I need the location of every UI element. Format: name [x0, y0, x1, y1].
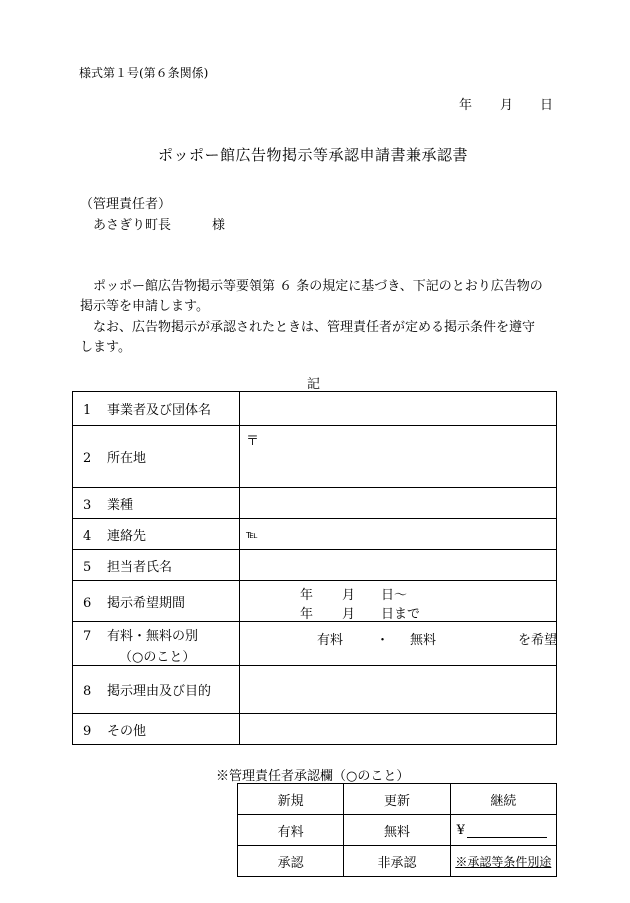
period-start-month: 月: [342, 588, 356, 603]
table-row: [73, 550, 557, 581]
page-title: ポッポー館広告物掲示等承認申請書兼承認書: [158, 146, 469, 164]
period-end-day: 日まで: [381, 607, 421, 622]
fee-option-paid[interactable]: 有料: [317, 633, 344, 648]
approval-continue[interactable]: 継続: [450, 784, 556, 815]
table-row: [238, 815, 557, 846]
body-paragraph1-line1: ポッポー館広告物掲示等要領第 ６ 条の規定に基づき、下記のとおり広告物の: [93, 279, 543, 294]
period-end-month: 月: [342, 607, 356, 622]
row-label: 6 掲示希望期間: [73, 581, 240, 622]
contact-person-field[interactable]: [240, 550, 557, 581]
approval-amount-field[interactable]: [450, 815, 556, 846]
body-paragraph2-line2: します。: [80, 340, 131, 355]
table-row: [238, 784, 557, 815]
purpose-field[interactable]: [240, 666, 557, 714]
table-row: [73, 519, 557, 550]
approval-paid[interactable]: 有料: [238, 815, 344, 846]
body-paragraph2-line1: なお、広告物掲示が承認されたときは、管理責任者が定める掲示条件を遵守: [93, 320, 536, 335]
addressee-role: （管理責任者）: [80, 197, 172, 212]
row-label: 5 担当者氏名: [73, 550, 240, 581]
application-table: [72, 391, 557, 745]
date-year: 年: [459, 98, 473, 113]
yen-sign: ¥: [456, 822, 465, 838]
row-label: 2 所在地: [73, 426, 240, 488]
body-paragraph1-line2: 掲示等を申請します。: [80, 299, 209, 314]
row-label: 7 有料・無料の別 （○のこと）: [73, 622, 240, 666]
fee-option-free[interactable]: 無料: [410, 633, 437, 648]
row-label: 9 その他: [73, 714, 240, 745]
fee-separator: ・: [376, 633, 390, 648]
table-row: [73, 426, 557, 488]
period-field[interactable]: [240, 581, 557, 622]
approval-table: [237, 783, 557, 877]
date-day: 日: [540, 98, 554, 113]
addressee-honorific: 様: [212, 218, 226, 233]
addressee-name: あさぎり町長: [93, 218, 172, 233]
row-label: 3 業種: [73, 488, 240, 519]
other-field[interactable]: [240, 714, 557, 745]
table-row: [73, 622, 557, 666]
approval-approved[interactable]: 承認: [238, 846, 344, 877]
period-end-year: 年: [300, 607, 314, 622]
date-month: 月: [500, 98, 514, 113]
tel-mark: ℡: [246, 527, 258, 541]
business-name-field[interactable]: [240, 392, 557, 426]
approval-free[interactable]: 無料: [344, 815, 450, 846]
ki-heading: 記: [307, 377, 321, 392]
fee-type-field[interactable]: [240, 622, 557, 666]
postal-mark: 〒: [246, 434, 260, 449]
row-label: 1 事業者及び団体名: [73, 392, 240, 426]
approval-conditions-note: ※承認等条件別途: [450, 846, 556, 877]
table-row: [238, 846, 557, 877]
period-start-year: 年: [300, 588, 314, 603]
table-row: [73, 488, 557, 519]
industry-field[interactable]: [240, 488, 557, 519]
contact-field[interactable]: [240, 519, 557, 550]
approval-renew[interactable]: 更新: [344, 784, 450, 815]
period-start-day: 日～: [381, 588, 408, 603]
approval-new[interactable]: 新規: [238, 784, 344, 815]
row-label: 4 連絡先: [73, 519, 240, 550]
table-row: [73, 581, 557, 622]
address-field[interactable]: [240, 426, 557, 488]
approval-rejected[interactable]: 非承認: [344, 846, 450, 877]
table-row: [73, 392, 557, 426]
row-label: 8 掲示理由及び目的: [73, 666, 240, 714]
form-number: 様式第１号(第６条関係): [79, 66, 209, 80]
table-row: [73, 714, 557, 745]
fee-suffix: を希望: [518, 633, 558, 648]
amount-underline: [467, 836, 547, 838]
table-row: [73, 666, 557, 714]
approval-heading: ※管理責任者承認欄（○のこと）: [216, 769, 410, 784]
